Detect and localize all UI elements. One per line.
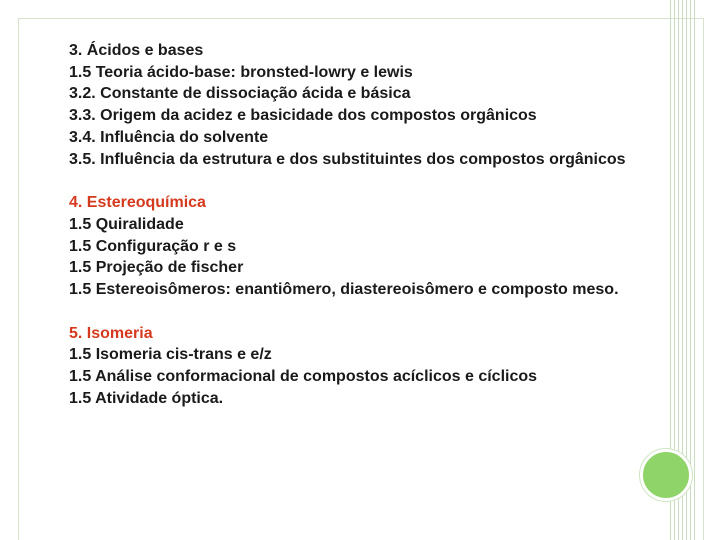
- list-item: 1.5 Projeção de fischer: [69, 259, 244, 277]
- list-item: 1.5 Estereoisômeros: enantiômero, diastereoisômero e composto meso.: [69, 281, 619, 299]
- stripe-line: [694, 0, 695, 540]
- list-item: 3.4. Influência do solvente: [69, 128, 269, 146]
- list-item: 1.5 Análise conformacional de compostos acíclicos e cíclicos: [69, 368, 538, 386]
- decorative-green-circle: [640, 449, 692, 501]
- section-heading: 3. Ácidos e bases: [69, 42, 204, 59]
- section-heading: 4. Estereoquímica: [69, 194, 206, 212]
- list-item: 1.5 Isomeria cis-trans e e/z: [69, 346, 272, 364]
- section-heading: 5. Isomeria: [69, 324, 153, 342]
- list-item: 3.2. Constante de dissociação ácida e básica: [69, 85, 411, 103]
- stripe-line: [690, 0, 691, 540]
- list-item: 1.5 Configuração r e s: [69, 237, 237, 255]
- list-item: 3.3. Origem da acidez e basicidade dos compostos orgânicos: [69, 107, 537, 125]
- slide-content: [69, 40, 629, 432]
- list-item: 1.5 Atividade óptica.: [69, 389, 224, 407]
- list-item: 3.5. Influência da estrutura e dos substituintes dos compostos orgânicos: [69, 150, 626, 168]
- section-stereochemistry: [69, 192, 629, 301]
- list-item: 1.5 Quiralidade: [69, 215, 184, 233]
- section-isomerism: [69, 323, 629, 410]
- list-item: 1.5 Teoria ácido-base: bronsted-lowry e lewis: [69, 63, 413, 81]
- section-acids-bases: [69, 40, 629, 170]
